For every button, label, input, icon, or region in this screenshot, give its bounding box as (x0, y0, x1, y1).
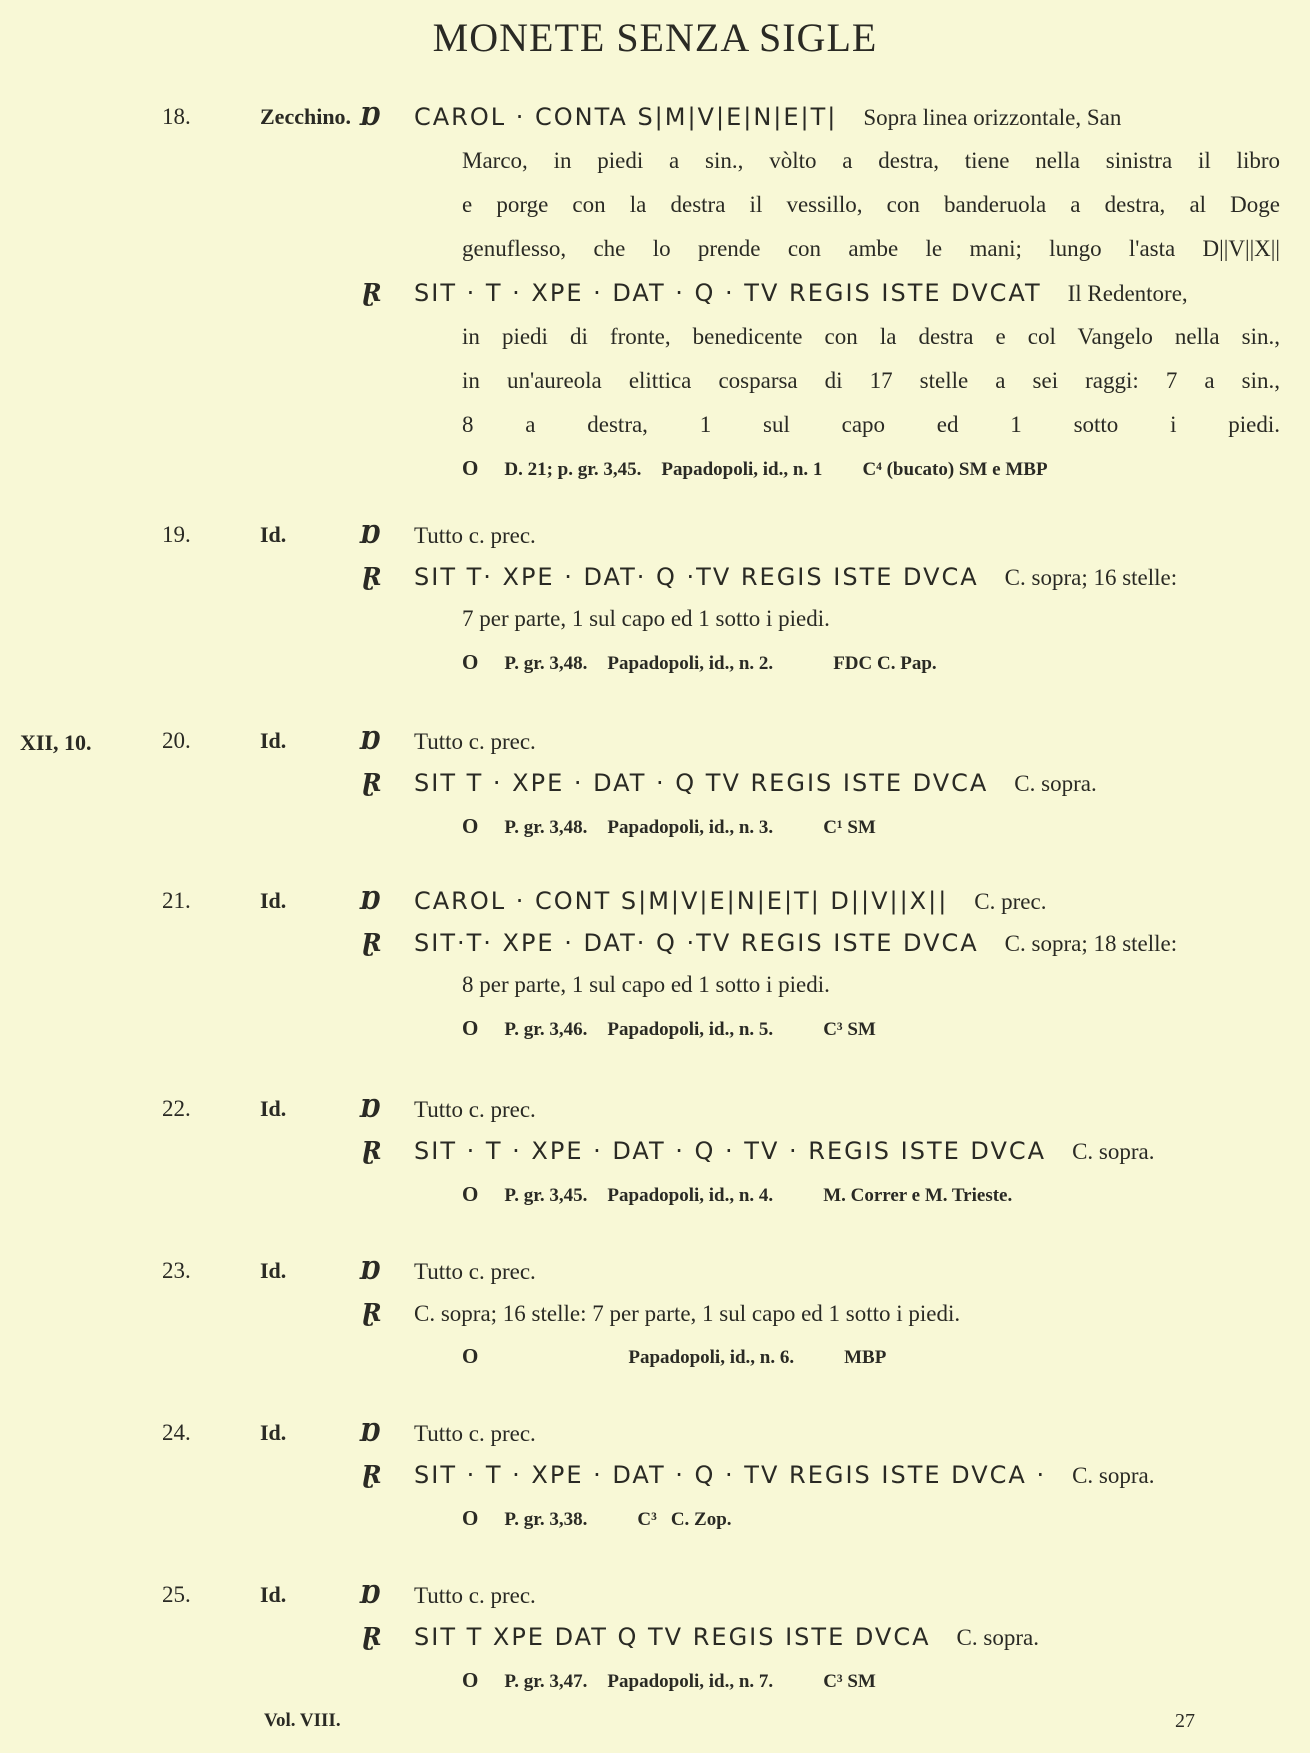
obverse-description: Tutto c. prec. (414, 1583, 536, 1608)
obverse-continuation: e porge con la destra il vessillo, con banderuola a destra, al Doge (462, 192, 1280, 217)
entry-denomination: Id. (260, 1582, 287, 1607)
obverse-symbol: Ɒ (360, 102, 381, 131)
reverse-line (360, 762, 1290, 804)
reverse-legend: SIT·T· XPE · DAT· Q ·TV REGIS ISTE DVCA (414, 929, 979, 957)
reverse-line (360, 1130, 1290, 1172)
reverse-line (360, 1292, 1290, 1334)
reverse-line (360, 272, 1290, 314)
obverse-symbol: Ɒ (360, 1094, 381, 1123)
entry-number: 25. (162, 1582, 191, 1607)
obverse-symbol: Ɒ (360, 1418, 381, 1447)
reverse-symbol: Ɽ (360, 1622, 380, 1651)
entry-number: 24. (162, 1420, 191, 1445)
reverse-description: C. sopra. (1072, 1139, 1155, 1164)
reference-line: O P. gr. 3,46. Papadopoli, id., n. 5. C³ SM (462, 1016, 876, 1040)
reference-line: O D. 21; p. gr. 3,45. Papadopoli, id., n. 1 C⁴ (bucato) SM e MBP (462, 456, 1048, 480)
reverse-legend: SIT T· XPE · DAT· Q ·TV REGIS ISTE DVCA (414, 563, 979, 591)
obverse-line (360, 514, 1290, 556)
obverse-description: C. prec. (974, 889, 1047, 914)
reverse-continuation: 8 a destra, 1 sul capo ed 1 sotto i piedi. (462, 412, 1280, 437)
obverse-legend: CAROL · CONT S|M|V|E|N|E|T| D||V||X|| (414, 887, 949, 915)
reverse-symbol: Ɽ (360, 768, 380, 797)
reverse-continuation: 8 per parte, 1 sul capo ed 1 sotto i piedi. (462, 972, 830, 997)
reverse-symbol: Ɽ (360, 1136, 380, 1165)
obverse-continuation: genuflesso, che lo prende con ambe le mani; lungo l'asta D||V||X|| (462, 236, 1280, 261)
reverse-line (360, 1454, 1290, 1496)
obverse-symbol: Ɒ (360, 886, 381, 915)
obverse-line (360, 1250, 1290, 1292)
reverse-continuation: 7 per parte, 1 sul capo ed 1 sotto i piedi. (462, 606, 830, 631)
entry-denomination: Id. (260, 1420, 287, 1445)
reverse-legend: SIT · T · XPE · DAT · Q · TV REGIS ISTE DVCA · (414, 1461, 1047, 1489)
page-title: MONETE SENZA SIGLE (432, 15, 878, 60)
entry-denomination: Zecchino. (260, 104, 352, 129)
obverse-description: Sopra linea orizzontale, San (863, 105, 1122, 130)
obverse-symbol: Ɒ (360, 1256, 381, 1285)
reverse-description: C. sopra; 16 stelle: 7 per parte, 1 sul capo ed 1 sotto i piedi. (414, 1301, 961, 1326)
obverse-line (360, 1574, 1290, 1616)
reverse-continuation: in un'aureola elittica cosparsa di 17 stelle a sei raggi: 7 a sin., (462, 368, 1280, 393)
reference-line: O Papadopoli, id., n. 6. MBP (462, 1344, 887, 1368)
reference-line: O P. gr. 3,48. Papadopoli, id., n. 2. FDC C. Pap. (462, 650, 937, 674)
reverse-line (360, 1616, 1290, 1658)
entry-number: 22. (162, 1096, 191, 1121)
reverse-legend: SIT · T · XPE · DAT · Q · TV · REGIS ISTE DVCA (414, 1137, 1047, 1165)
obverse-legend: CAROL · CONTA S|M|V|E|N|E|T| (414, 103, 838, 131)
entry-number: 18. (162, 104, 191, 129)
obverse-symbol: Ɒ (360, 726, 381, 755)
reverse-description: C. sopra. (1072, 1463, 1155, 1488)
obverse-line (360, 720, 1290, 762)
reverse-symbol: Ɽ (360, 1460, 380, 1489)
entry-number: 23. (162, 1258, 191, 1283)
entry-number: 20. (162, 728, 191, 753)
entry-denomination: Id. (260, 1258, 287, 1283)
obverse-line (360, 1412, 1290, 1454)
reference-line: O P. gr. 3,47. Papadopoli, id., n. 7. C³ SM (462, 1668, 876, 1692)
obverse-continuation: Marco, in piedi a sin., vòlto a destra, tiene nella sinistra il libro (462, 148, 1280, 173)
entry-number: 19. (162, 522, 191, 547)
footer-volume: Vol. VIII. (264, 1710, 341, 1731)
reverse-description: C. sopra; 18 stelle: (1004, 931, 1178, 956)
entry-denomination: Id. (260, 1096, 287, 1121)
obverse-line (360, 880, 1290, 922)
entry-denomination: Id. (260, 888, 287, 913)
obverse-description: Tutto c. prec. (414, 729, 536, 754)
reverse-symbol: Ɽ (360, 928, 380, 957)
page-number: 27 (1175, 1710, 1195, 1732)
obverse-description: Tutto c. prec. (414, 1259, 536, 1284)
reference-line: O P. gr. 3,45. Papadopoli, id., n. 4. M. Correr e M. Trieste. (462, 1182, 1013, 1206)
obverse-description: Tutto c. prec. (414, 1097, 536, 1122)
reverse-line (360, 556, 1290, 598)
entry-denomination: Id. (260, 522, 287, 547)
plate-reference: XII, 10. (20, 730, 92, 755)
reference-line: O P. gr. 3,48. Papadopoli, id., n. 3. C¹ SM (462, 814, 876, 838)
reference-line: O P. gr. 3,38. C³ C. Zop. (462, 1506, 732, 1530)
reverse-continuation: in piedi di fronte, benedicente con la destra e col Vangelo nella sin., (462, 324, 1280, 349)
reverse-symbol: Ɽ (360, 278, 380, 307)
obverse-description: Tutto c. prec. (414, 523, 536, 548)
reverse-line (360, 922, 1290, 964)
reverse-description: Il Redentore, (1067, 281, 1188, 306)
entry-denomination: Id. (260, 728, 287, 753)
reverse-description: C. sopra. (1014, 771, 1097, 796)
obverse-symbol: Ɒ (360, 1580, 381, 1609)
reverse-legend: SIT T · XPE · DAT · Q TV REGIS ISTE DVCA (414, 769, 989, 797)
reverse-legend: SIT T XPE DAT Q TV REGIS ISTE DVCA (414, 1623, 931, 1651)
obverse-symbol: Ɒ (360, 520, 381, 549)
obverse-description: Tutto c. prec. (414, 1421, 536, 1446)
reverse-legend: SIT · T · XPE · DAT · Q · TV REGIS ISTE DVCAT (414, 279, 1042, 307)
reverse-description: C. sopra. (956, 1625, 1039, 1650)
obverse-line (360, 96, 1290, 138)
reverse-symbol: Ɽ (360, 562, 380, 591)
reverse-symbol: Ɽ (360, 1298, 380, 1327)
obverse-line (360, 1088, 1290, 1130)
reverse-description: C. sopra; 16 stelle: (1004, 565, 1178, 590)
entry-number: 21. (162, 888, 191, 913)
